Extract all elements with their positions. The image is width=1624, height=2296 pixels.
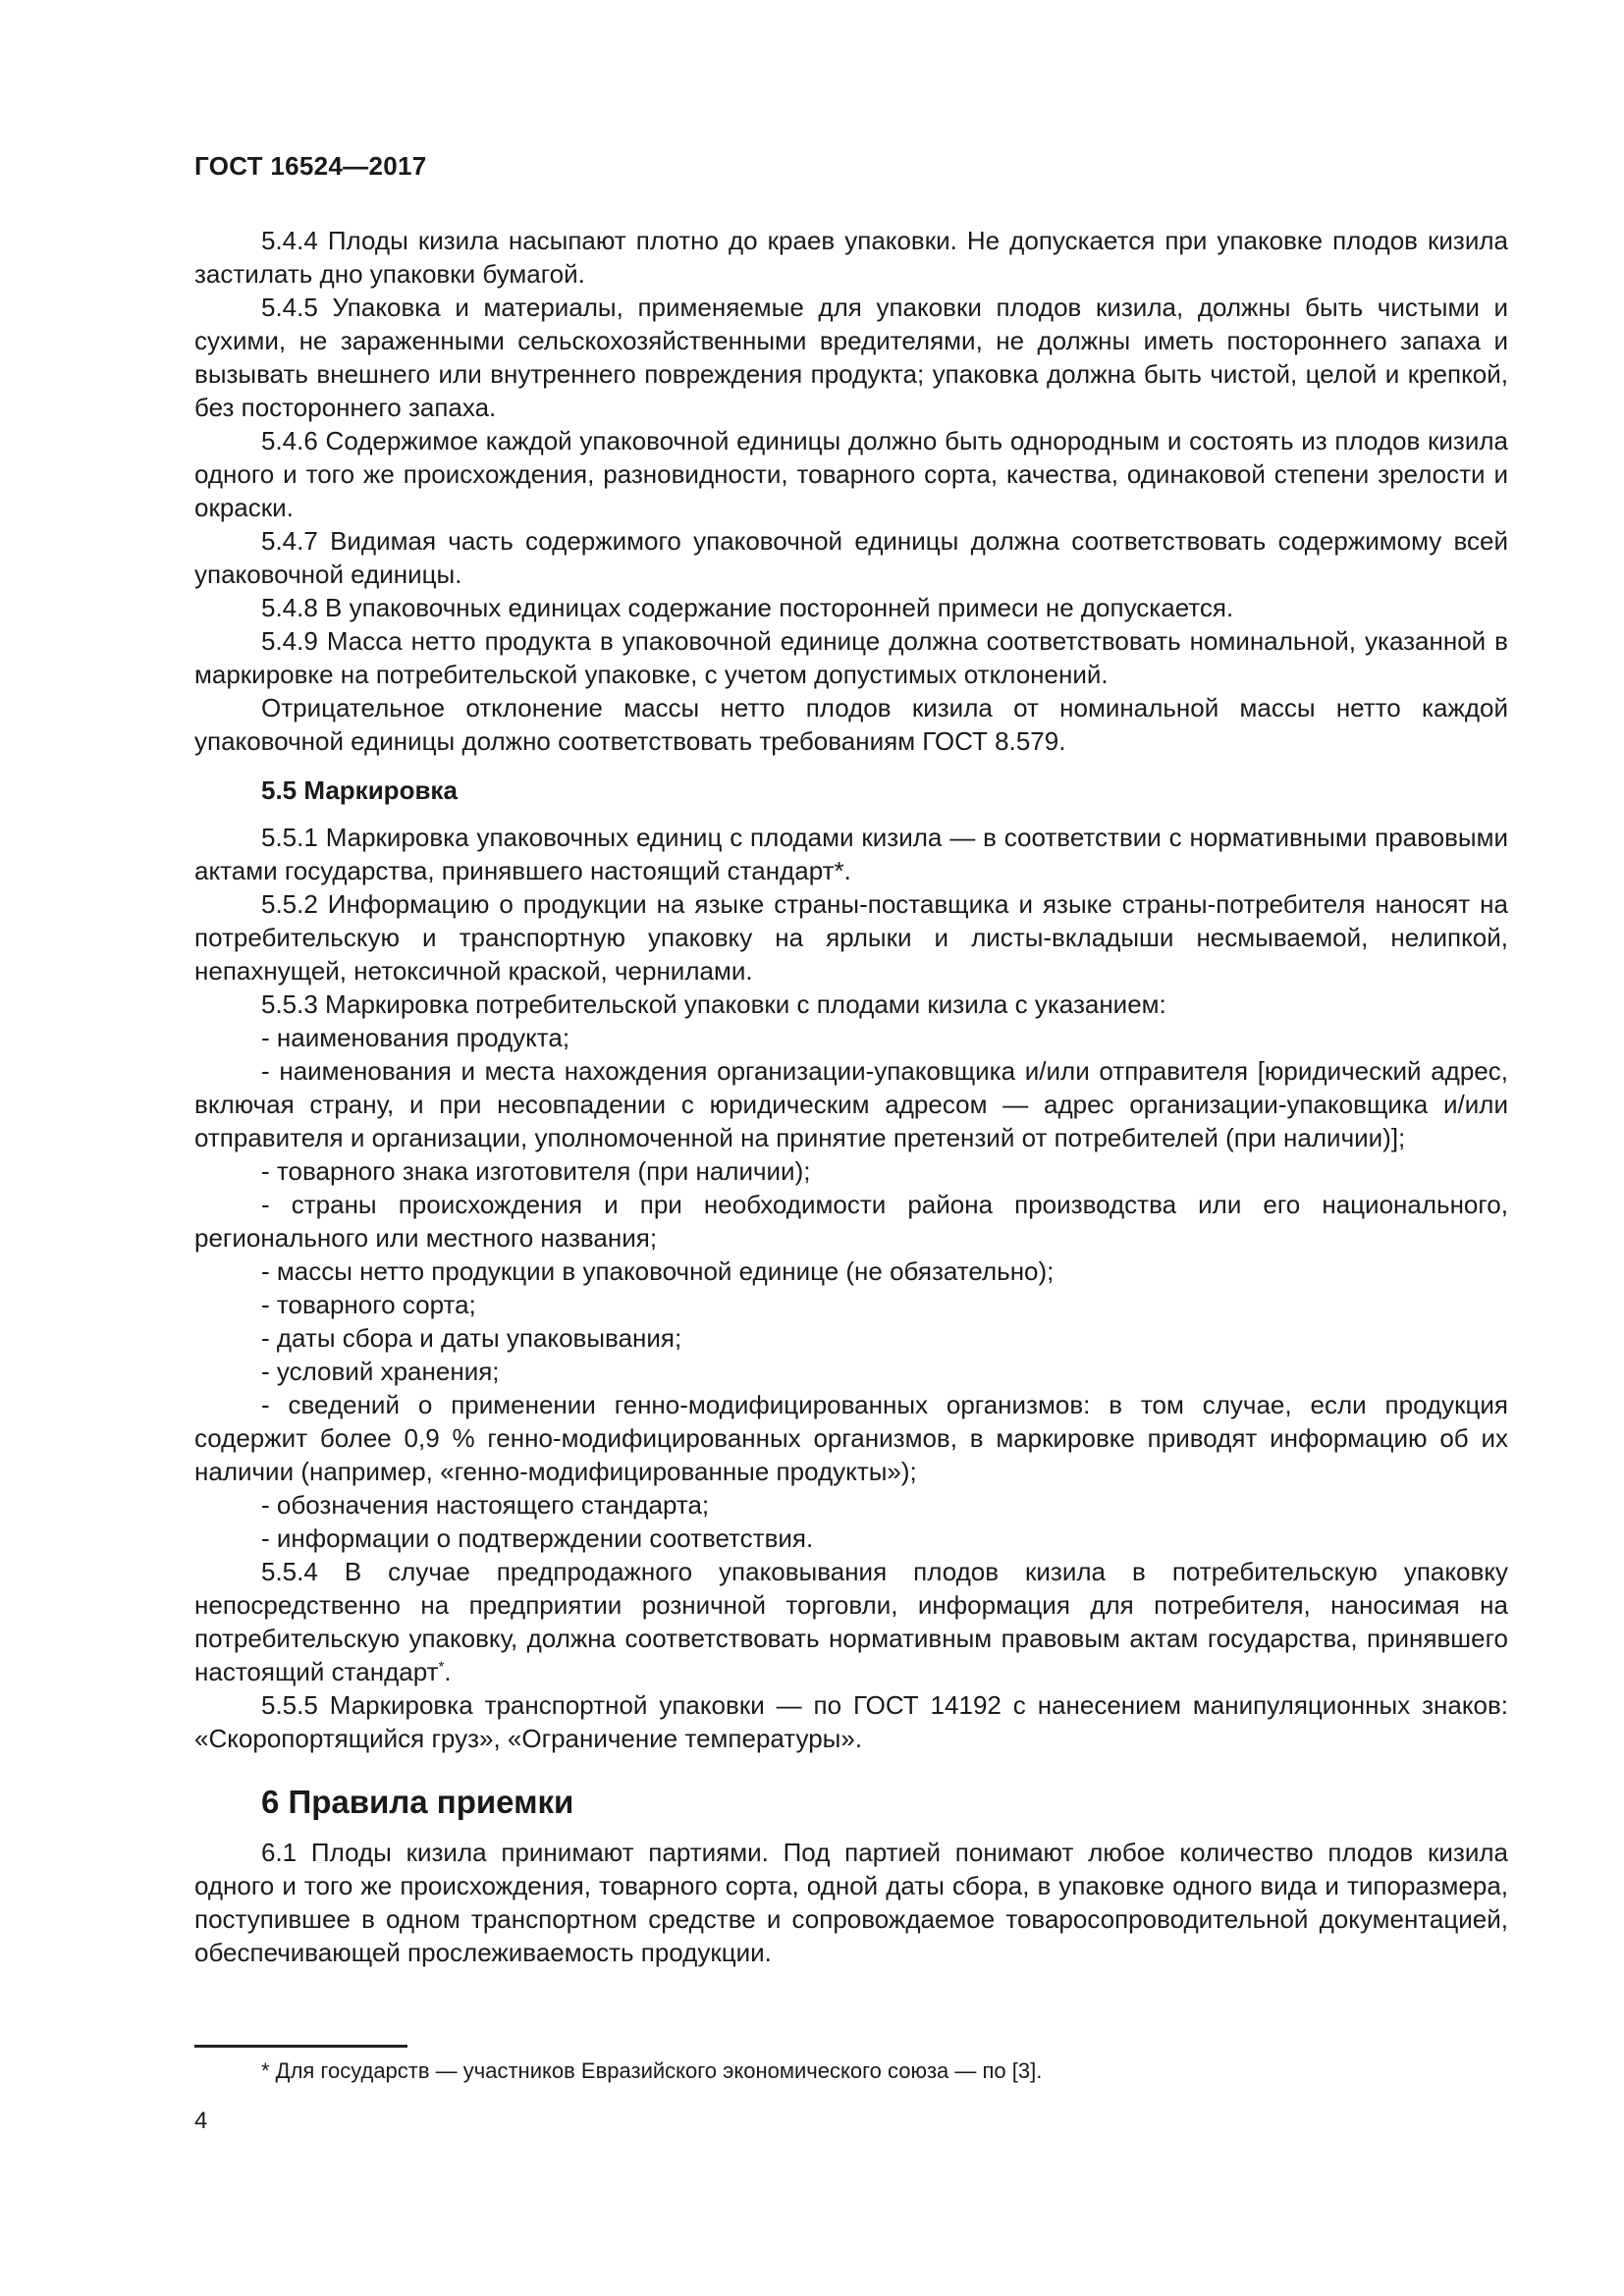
list-item: - страны происхождения и при необходимости района производства или его национального, регионального или местного названия; <box>194 1190 1508 1253</box>
list-item: - товарного сорта; <box>261 1290 476 1319</box>
paragraph-6-1: 6.1 Плоды кизила принимают партиями. Под партией понимают любое количество плодов кизила одного и того же происхождения, товарного сорта, одной даты сбора, в упаковке одного вида и типоразмера, поступившее в одном транспортном средстве и сопровождаемое товаросопроводительной документацией, обеспечивающей прослеживаемость продукции. <box>194 1838 1508 1967</box>
paragraph-5-4-8: 5.4.8 В упаковочных единицах содержание посторонней примеси не допускается. <box>261 593 1234 622</box>
list-item: - обозначения настоящего стандарта; <box>261 1490 710 1520</box>
paragraph-5-4-4: 5.4.4 Плоды кизила насыпают плотно до краев упаковки. Не допускается при упаковке плодов кизила застилать дно упаковки бумагой. <box>194 226 1508 289</box>
list-item: - сведений о применении генно-модифицированных организмов: в том случае, если продукция содержит более 0,9 % генно-модифицированных организмов, в маркировке приводят информацию об их наличии (например, «генно-модифицированные продукты»); <box>194 1390 1508 1486</box>
footnote: * Для государств — участников Евразийского экономического союза — по [3]. <box>261 2058 1043 2083</box>
section-title-6: 6 Правила приемки <box>261 1784 574 1820</box>
paragraph-5-5-4-end: . <box>444 1657 452 1686</box>
paragraph-5-5-4 <box>194 1555 1508 1688</box>
paragraph-5-4-7: 5.4.7 Видимая часть содержимого упаковочной единицы должна соответствовать содержимому всей упаковочной единицы. <box>194 526 1508 589</box>
paragraph-5-5-1: 5.5.1 Маркировка упаковочных единиц с плодами кизила — в соответствии с нормативными правовыми актами государства, принявшего настоящий стандарт*. <box>194 823 1508 885</box>
paragraph-5-5-5: 5.5.5 Маркировка транспортной упаковки — по ГОСТ 14192 с нанесением манипуляционных знаков: «Скоропортящийся груз», «Ограничение температуры». <box>194 1690 1508 1753</box>
paragraph-5-4-5: 5.4.5 Упаковка и материалы, применяемые для упаковки плодов кизила, должны быть чистыми и сухими, не зараженными сельскохозяйственными вредителями, не должны иметь постороннего запаха и вызывать внешнего или внутреннего повреждения продукта; упаковка должна быть чистой, целой и крепкой, без постороннего запаха. <box>194 293 1508 422</box>
paragraph-5-5-3: 5.5.3 Маркировка потребительской упаковки с плодами кизила с указанием: <box>261 989 1166 1019</box>
list-item: - массы нетто продукции в упаковочной единице (не обязательно); <box>261 1256 1055 1286</box>
paragraph-5-5-2: 5.5.2 Информацию о продукции на языке страны-поставщика и языке страны-потребителя наносят на потребительскую и транспортную упаковку на ярлыки и листы-вкладыши несмываемой, нелипкой, непахнущей, нетоксичной краской, чернилами. <box>194 889 1508 986</box>
paragraph-5-5-4-text: 5.5.4 В случае предпродажного упаковывания плодов кизила в потребительскую упаковку непосредственно на предприятии розничной торговли, информация для потребителя, наносимая на потребительскую упаковку, должна соответствовать нормативным правовым актам государства, принявшего настоящий стандарт <box>194 1557 1508 1686</box>
list-item: - даты сбора и даты упаковывания; <box>261 1323 682 1353</box>
footnote-mark: * <box>438 1658 445 1676</box>
list-item: - наименования и места нахождения организации-упаковщика и/или отправителя [юридический адрес, включая страну, и при несовпадении с юридическим адресом — адрес организации-упаковщика и/или отправителя и организации, уполномоченной на принятие претензий от потребителей (при наличии)]; <box>194 1056 1508 1152</box>
paragraph-5-4-6: 5.4.6 Содержимое каждой упаковочной единицы должно быть однородным и состоять из плодов кизила одного и того же происхождения, разновидности, товарного сорта, качества, одинаковой степени зрелости и окраски. <box>194 426 1508 522</box>
section-title-5-5: 5.5 Маркировка <box>261 775 458 805</box>
paragraph-5-4-9: 5.4.9 Масса нетто продукта в упаковочной единице должна соответствовать номинальной, указанной в маркировке на потребительской упаковке, с учетом допустимых отклонений. <box>194 626 1508 689</box>
document-body <box>194 224 1508 1969</box>
list-item: - наименования продукта; <box>261 1023 570 1052</box>
list-item: - информации о подтверждении соответствия. <box>261 1523 814 1553</box>
paragraph-negative-deviation: Отрицательное отклонение массы нетто плодов кизила от номинальной массы нетто каждой упаковочной единицы должно соответствовать требованиям ГОСТ 8.579. <box>194 693 1508 756</box>
document-header: ГОСТ 16524—2017 <box>194 151 427 181</box>
footnote-divider <box>194 2045 407 2048</box>
list-item: - условий хранения; <box>261 1357 500 1386</box>
page-number: 4 <box>194 2108 208 2134</box>
list-item: - товарного знака изготовителя (при наличии); <box>261 1156 811 1186</box>
